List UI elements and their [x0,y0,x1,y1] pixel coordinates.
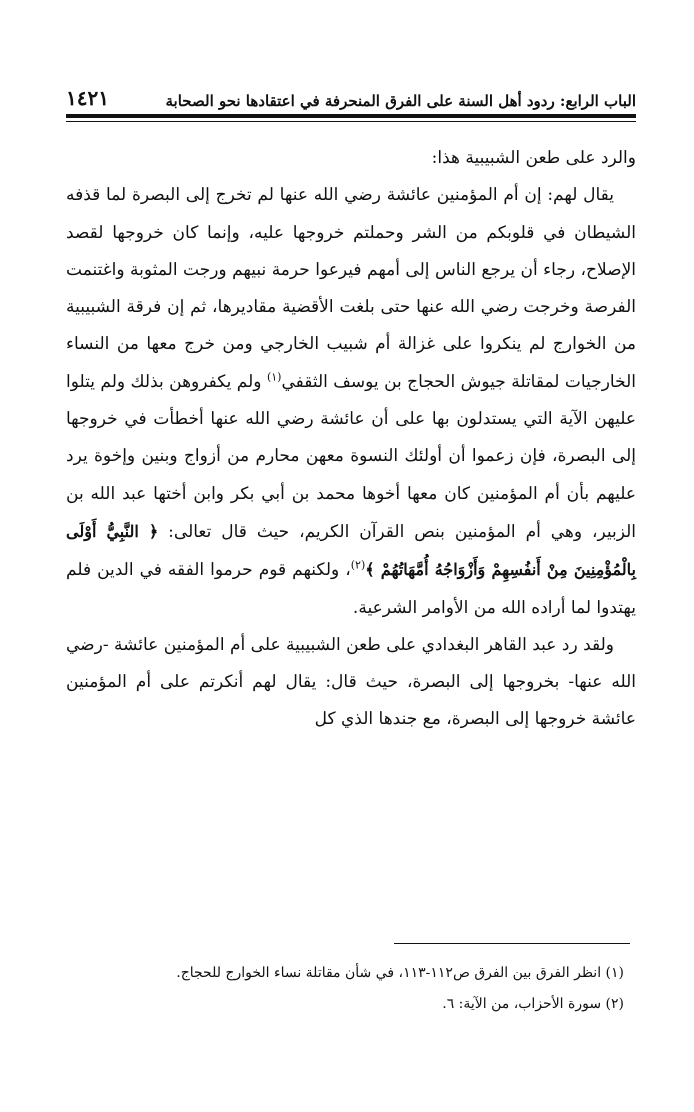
paragraph-text-part-a: يقال لهم: إن أم المؤمنين عائشة رضي الله عنها لم تخرج إلى البصرة لما قذفه الشيطان في قلوبكم من الشر وحملتم خروجها عليه، وإنما كان خروجها لقصد الإصلاح، رجاء أن يرجع الناس إلى أمهم فيرعوا حرمة نبيهم ورجت المثوبة واغتنمت الفرصة وخرجت رضي الله عنها حتى بلغت الأقضية مقاديرها، ثم إن فرقة الشبيبية من الخوارج لم ينكروا على غزالة أم شبيب الخارجي ومن خرج معها من النساء الخارجيات لمقاتلة جيوش الحجاج بن يوسف الثقفي [66,185,636,392]
chapter-title: الباب الرابع: ردود أهل السنة على الفرق المنحرفة في اعتقادها نحو الصحابة [165,92,636,110]
main-text [66,140,636,739]
paragraph-text-part-c: ، ولكنهم قوم حرموا الفقه في الدين فلم يهتدوا لما أراده الله من الأوامر الشرعية. [66,560,636,618]
header-rule-thick [66,114,636,118]
footnotes [66,958,624,1020]
paragraph-text-part-b: ولم يكفروهن بذلك ولم يتلوا عليهن الآية التي يستدلون بها على أن عائشة رضي الله عنها أخطأت في خروجها إلى البصرة، فإن زعموا أن أولئك النسوة معهن محارم من أزواج وبنين وإخوة يرد عليهم بأن أم المؤمنين كان معها أخوها محمد بن أبي بكر وابن أختها عبد الله بن الزبير، وهي أم المؤمنين بنص القرآن الكريم، حيث قال تعالى: [66,371,637,542]
page-number: ١٤٢١ [66,86,109,110]
header-rule-thin [66,121,636,122]
paragraph-baghdadi: ولقد رد عبد القاهر البغدادي على طعن الشبيبية على أم المؤمنين عائشة -رضي الله عنها- بخروجها إلى البصرة، حيث قال: يقال لهم أنكرتم على أم المؤمنين عائشة خروجها إلى البصرة، مع جندها الذي كل [66,634,636,730]
footnote-2: (٢) سورة الأحزاب، من الآية: ٦. [442,996,624,1012]
paragraph-response [66,177,636,627]
paragraph-heading: والرد على طعن الشبيبية هذا: [431,148,636,168]
footnote-reference-1: (١) [266,370,282,384]
footnote-1: (١) انظر الفرق بين الفرق ص١١٢-١١٣، في شأن مقاتلة نساء الخوارج للحجاج. [176,965,624,981]
quran-verse: ﴿ النَّبِيُّ أَوْلَى بِالْمُؤْمِنِينَ مِنْ أَنفُسِهِمْ وَأَزْوَاجُهُ أُمَّهَاتُهُمْ ﴾ [66,521,636,580]
running-header [66,80,636,110]
footnote-reference-2: (٢) [350,558,366,572]
footnote-separator [394,943,630,944]
